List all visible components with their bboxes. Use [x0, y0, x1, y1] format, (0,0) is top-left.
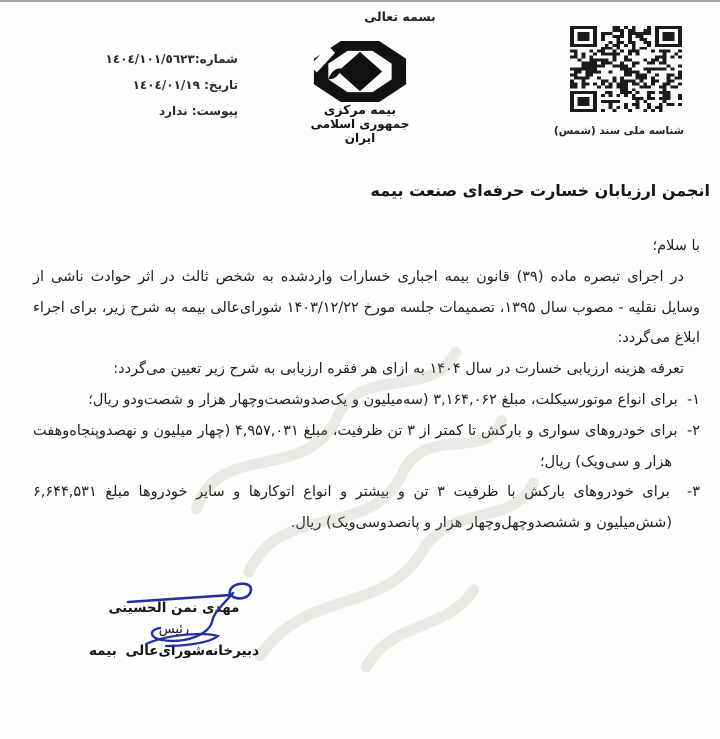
logo-name-text: بیمه مرکزی	[323, 102, 397, 117]
letter-attachment-label: پیوست:	[191, 104, 238, 118]
letter-attachment-value: ندارد	[158, 104, 188, 118]
letter-number-value: ١٤٠٤/١٠١/٥٦٢٣	[105, 52, 195, 66]
item-1-text: برای انواع موتورسیکلت، مبلغ ۳,۱۶۴,۰۶۲ (سه‌میلیون و یک‌صدوشصت‌وچهار هزار و شصت‌ودو ریال؛	[88, 391, 678, 408]
paragraph-tariff-intro: تعرفه هزینه ارزیابی خسارت در سال ۱۴۰۴ به ازای هر فقره ارزیابی به شرح زیر تعیین می‌گردد:	[113, 361, 684, 378]
qr-caption: شناسه ملی سند (شمس)	[553, 125, 684, 137]
bismillah-text: بسمه تعالی	[364, 9, 436, 24]
item-1-marker: ۱-	[686, 391, 700, 408]
central-insurance-logo	[302, 40, 418, 145]
logo-subname-text: جمهوری اسلامی ایران	[310, 117, 410, 145]
signer-name: مهدی نمن الحسینی	[108, 600, 240, 616]
item-2-marker: ۲-	[686, 422, 700, 439]
qr-code	[570, 26, 682, 112]
letter-reference-block	[106, 46, 239, 124]
letter-number-row	[106, 46, 239, 72]
item-2-text: برای خودروهای سواری و بارکش تا کمتر از ۳ تن ظرفیت، مبلغ ۴,۹۵۷,۰۳۱ (چهار میلیون و نهصدوپنجاه‌وهفت هزار و سی‌ویک) ریال؛	[33, 422, 678, 470]
page-top-edge	[0, 0, 720, 2]
list-item-light-vehicles	[33, 416, 700, 478]
paragraph-legal-basis: در اجرای تبصره ماده (۳۹) قانون بیمه اجباری خسارات واردشده به شخص ثالث در اثر حوادث ناشی از وسایل نقلیه - مصوب سال ۱۳۹۵، تصمیمات جلسه مورخ ۱۴۰۳/۱۲/۲۲ شورای‌عالی بیمه به شرح زیر، برای اجراء ابلاغ می‌گردد:	[33, 268, 700, 347]
list-item-motorcycle	[33, 385, 700, 416]
list-item-heavy-vehicles	[33, 477, 700, 539]
signer-title: رئیس	[158, 622, 190, 637]
item-3-text: برای خودروهای بارکش با ظرفیت ۳ تن و بیشتر و انواع اتوکارها و سایر خودروها مبلغ ۶,۶۴۴,۵۳۱ (شش‌میلیون و ششصدوچهل‌وچهار هزار و پانصدوسی‌ویک) ریال.	[33, 484, 672, 532]
signature-block	[76, 597, 272, 662]
letter-date-label: تاریخ:	[204, 78, 238, 92]
signer-organization: دبیرخانه‌شورای‌عالی بیمه	[88, 643, 259, 659]
item-3-marker: ۳-	[686, 484, 700, 501]
salutation: با سلام؛	[652, 238, 700, 254]
letter-date-value: ١٤٠٤/٠١/١٩	[132, 78, 200, 92]
octagon-diamond-emblem-icon	[312, 40, 408, 103]
letter-attachment-row	[106, 98, 239, 124]
letter-date-row	[106, 72, 239, 98]
letter-body	[33, 231, 700, 539]
recipient-title: انجمن ارزیابان خسارت حرفه‌ای صنعت بیمه	[370, 181, 710, 200]
document-id-block	[553, 26, 684, 137]
letter-number-label: شماره:	[194, 52, 238, 66]
